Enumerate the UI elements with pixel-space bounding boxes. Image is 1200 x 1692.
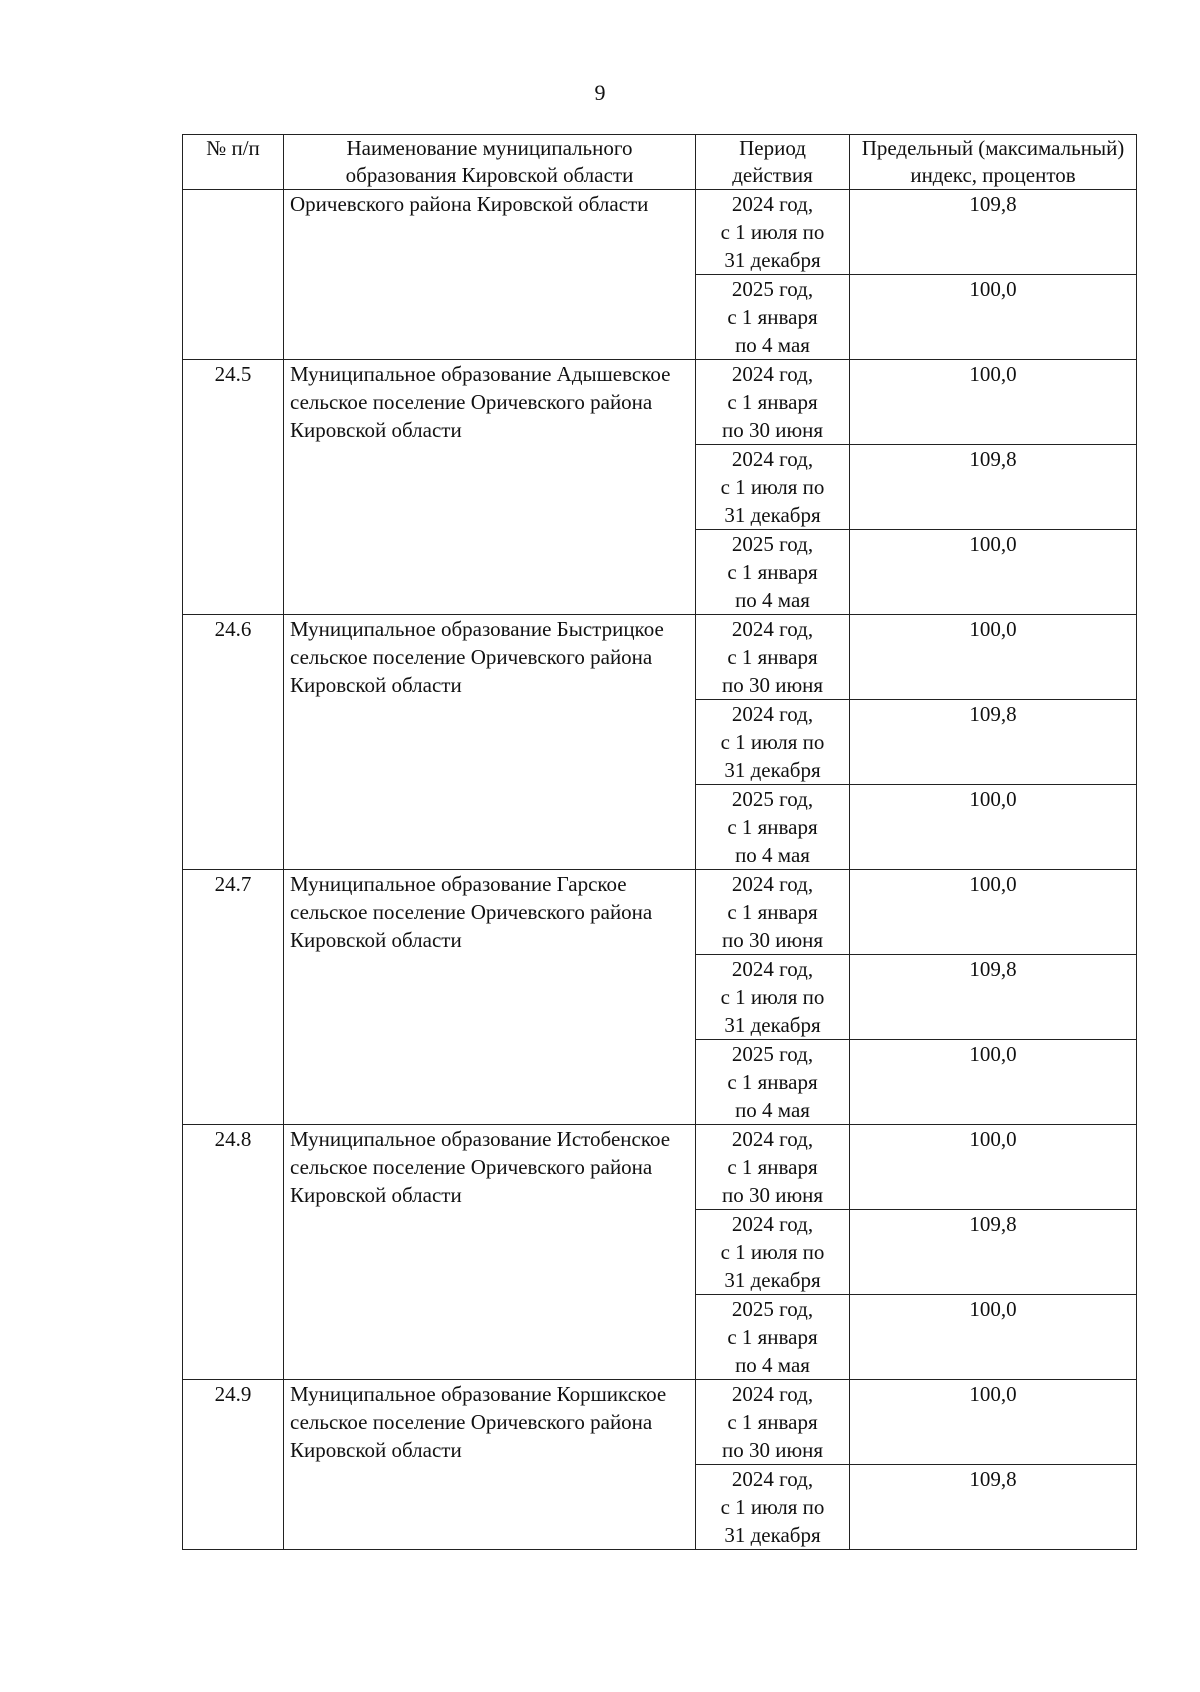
period-cell: 2024 год, с 1 июля по 31 декабря	[696, 1465, 850, 1550]
header-period: Период действия	[696, 135, 850, 190]
period-cell: 2024 год, с 1 января по 30 июня	[696, 615, 850, 700]
table-header-row	[183, 135, 1137, 190]
municipality-name: Муниципальное образование Адышевское сельское поселение Оричевского района Кировской области	[284, 360, 696, 615]
period-cell: 2025 год, с 1 января по 4 мая	[696, 530, 850, 615]
municipality-name: Муниципальное образование Быстрицкое сельское поселение Оричевского района Кировской области	[284, 615, 696, 870]
period-cell: 2024 год, с 1 июля по 31 декабря	[696, 190, 850, 275]
period-cell: 2024 год, с 1 июля по 31 декабря	[696, 700, 850, 785]
index-value-cell: 100,0	[850, 870, 1137, 955]
index-value-cell: 109,8	[850, 445, 1137, 530]
index-value-cell: 100,0	[850, 530, 1137, 615]
table-row	[183, 1380, 1137, 1465]
table-row	[183, 360, 1137, 445]
period-cell: 2024 год, с 1 июля по 31 декабря	[696, 955, 850, 1040]
header-num: № п/п	[183, 135, 284, 190]
period-cell: 2025 год, с 1 января по 4 мая	[696, 1295, 850, 1380]
municipality-name: Муниципальное образование Коршикское сельское поселение Оричевского района Кировской области	[284, 1380, 696, 1550]
municipality-name: Оричевского района Кировской области	[284, 190, 696, 360]
period-cell: 2024 год, с 1 января по 30 июня	[696, 360, 850, 445]
table-row	[183, 190, 1137, 275]
header-name: Наименование муниципального образования Кировской области	[284, 135, 696, 190]
index-value-cell: 100,0	[850, 1125, 1137, 1210]
period-cell: 2024 год, с 1 июля по 31 декабря	[696, 445, 850, 530]
period-cell: 2024 год, с 1 января по 30 июня	[696, 870, 850, 955]
index-value-cell: 100,0	[850, 275, 1137, 360]
index-value-cell: 109,8	[850, 190, 1137, 275]
index-table	[182, 134, 1137, 1550]
row-number	[183, 190, 284, 360]
table-row	[183, 1125, 1137, 1210]
index-value-cell: 100,0	[850, 1040, 1137, 1125]
index-value-cell: 100,0	[850, 360, 1137, 445]
table-body	[183, 190, 1137, 1550]
period-cell: 2025 год, с 1 января по 4 мая	[696, 1040, 850, 1125]
period-cell: 2024 год, с 1 июля по 31 декабря	[696, 1210, 850, 1295]
row-number: 24.6	[183, 615, 284, 870]
municipality-name: Муниципальное образование Истобенское сельское поселение Оричевского района Кировской области	[284, 1125, 696, 1380]
index-value-cell: 100,0	[850, 615, 1137, 700]
row-number: 24.5	[183, 360, 284, 615]
table-row	[183, 615, 1137, 700]
row-number: 24.7	[183, 870, 284, 1125]
period-cell: 2025 год, с 1 января по 4 мая	[696, 785, 850, 870]
header-index: Предельный (максимальный) индекс, процентов	[850, 135, 1137, 190]
table-row	[183, 870, 1137, 955]
row-number: 24.8	[183, 1125, 284, 1380]
index-value-cell: 100,0	[850, 1295, 1137, 1380]
period-cell: 2025 год, с 1 января по 4 мая	[696, 275, 850, 360]
row-number: 24.9	[183, 1380, 284, 1550]
index-value-cell: 100,0	[850, 785, 1137, 870]
index-value-cell: 109,8	[850, 700, 1137, 785]
period-cell: 2024 год, с 1 января по 30 июня	[696, 1380, 850, 1465]
index-value-cell: 109,8	[850, 1210, 1137, 1295]
municipality-name: Муниципальное образование Гарское сельское поселение Оричевского района Кировской области	[284, 870, 696, 1125]
period-cell: 2024 год, с 1 января по 30 июня	[696, 1125, 850, 1210]
index-value-cell: 109,8	[850, 1465, 1137, 1550]
index-value-cell: 100,0	[850, 1380, 1137, 1465]
index-value-cell: 109,8	[850, 955, 1137, 1040]
page-number: 9	[594, 80, 606, 105]
